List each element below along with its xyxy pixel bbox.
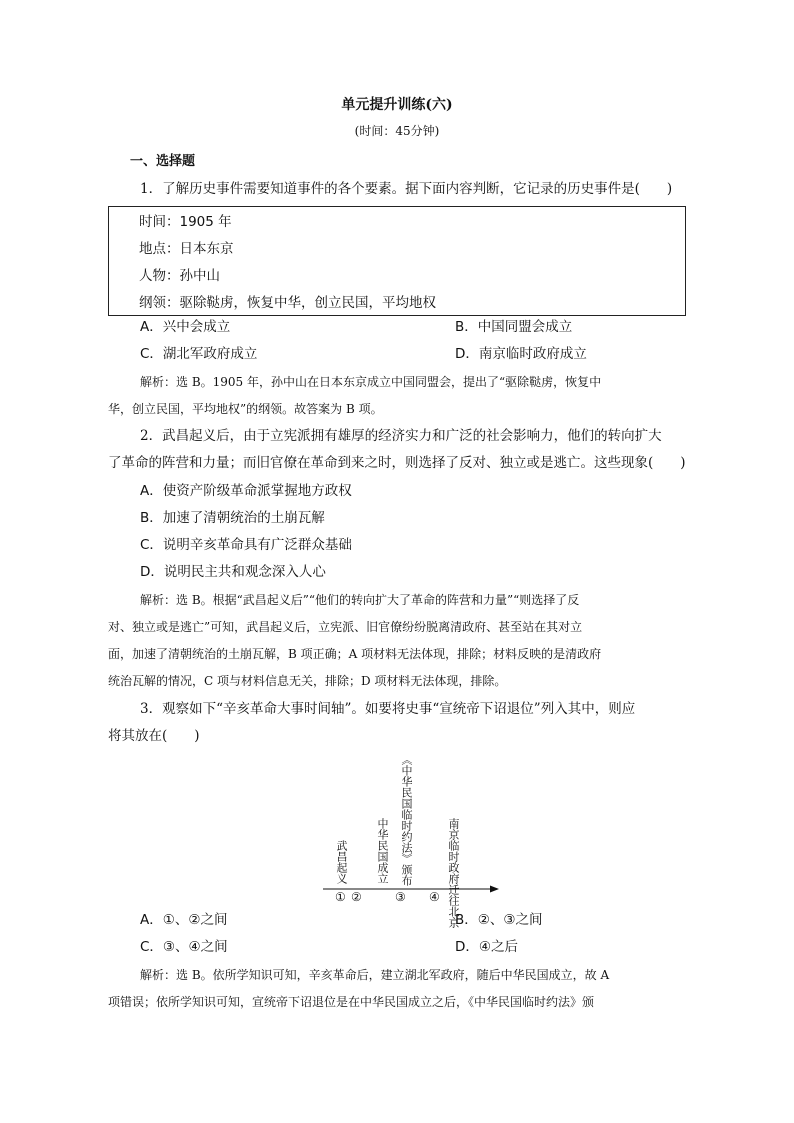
timeline-event-3: 《中华民国临时约法》颁布 <box>400 754 413 886</box>
doc-subtitle: (时间：45分钟) <box>354 124 440 138</box>
timeline-event-4: 南京临时政府迁往北京 <box>447 818 460 928</box>
q2-option-a: A．使资产阶级革命派掌握地方政权 <box>140 483 352 499</box>
timeline-marker-2: ② <box>351 890 362 904</box>
q3-analysis-line-1: 解析：选 B。依所学知识可知，辛亥革命后，建立湖北军政府，随后中华民国成立，故 A <box>140 968 610 982</box>
q2-analysis-line-2: 对、独立或是逃亡”可知，武昌起义后，立宪派、旧官僚纷纷脱离清政府、甚至站在其对立 <box>108 620 583 634</box>
timeline-marker-1: ① <box>335 890 346 904</box>
q1-box-place: 地点：日本东京 <box>139 241 234 257</box>
q2-analysis-line-4: 统治瓦解的情况，C 项与材料信息无关，排除；D 项材料无法体现，排除。 <box>108 674 507 688</box>
q2-option-b: B．加速了清朝统治的土崩瓦解 <box>140 510 325 526</box>
q2-analysis-line-1: 解析：选 B。根据“武昌起义后”“他们的转向扩大了革命的阵营和力量”“则选择了反 <box>140 593 580 607</box>
q1-analysis-line-2: 华，创立民国，平均地权”的纲领。故答案为 B 项。 <box>108 402 383 416</box>
timeline-event-2: 中华民国成立 <box>376 818 389 884</box>
q2-option-c: C．说明辛亥革命具有广泛群众基础 <box>140 537 352 553</box>
q1-option-d: D．南京临时政府成立 <box>455 346 587 362</box>
q1-box-time: 时间：1905 年 <box>139 214 232 230</box>
q1-option-b: B．中国同盟会成立 <box>455 319 573 335</box>
q1-option-a: A．兴中会成立 <box>140 319 231 335</box>
q3-analysis-line-2: 项错误；依所学知识可知，宣统帝下诏退位是在中华民国成立之后，《中华民国临时约法》颁 <box>108 995 595 1009</box>
q3-option-a: A．①、②之间 <box>140 912 228 928</box>
q2-stem-line-1: 2．武昌起义后，由于立宪派拥有雄厚的经济实力和广泛的社会影响力，他们的转向扩大 <box>140 428 662 444</box>
q3-option-b: B．②、③之间 <box>455 912 543 928</box>
timeline-event-1: 武昌起义 <box>335 840 348 884</box>
q1-analysis-line-1: 解析：选 B。1905 年，孙中山在日本东京成立中国同盟会，提出了“驱除鞑虏，恢复中 <box>140 375 602 389</box>
section-heading: 一、选择题 <box>130 154 196 169</box>
q3-stem-line-2: 将其放在( ) <box>108 728 200 744</box>
q1-box-program: 纲领：驱除鞑虏，恢复中华，创立民国，平均地权 <box>139 295 436 311</box>
q1-stem: 1．了解历史事件需要知道事件的各个要素。据下面内容判断，它记录的历史事件是( ) <box>140 181 673 197</box>
q1-box-person: 人物：孙中山 <box>139 268 220 284</box>
q1-option-c: C．湖北军政府成立 <box>140 346 258 362</box>
q2-option-d: D．说明民主共和观念深入人心 <box>140 564 326 580</box>
timeline-marker-3: ③ <box>395 890 406 904</box>
q2-stem-line-2: 了革命的阵营和力量；而旧官僚在革命到来之时，则选择了反对、独立或是逃亡。这些现象( ) <box>108 455 686 471</box>
q3-option-c: C．③、④之间 <box>140 939 228 955</box>
doc-title: 单元提升训练(六) <box>341 97 453 113</box>
timeline-marker-4: ④ <box>429 890 440 904</box>
q2-analysis-line-3: 面，加速了清朝统治的土崩瓦解，B 项正确；A 项材料无法体现，排除；材料反映的是清政府 <box>108 647 602 661</box>
q3-stem-line-1: 3．观察如下“辛亥革命大事时间轴”。如要将史事“宣统帝下诏退位”列入其中，则应 <box>140 701 636 717</box>
q3-option-d: D．④之后 <box>455 939 518 955</box>
